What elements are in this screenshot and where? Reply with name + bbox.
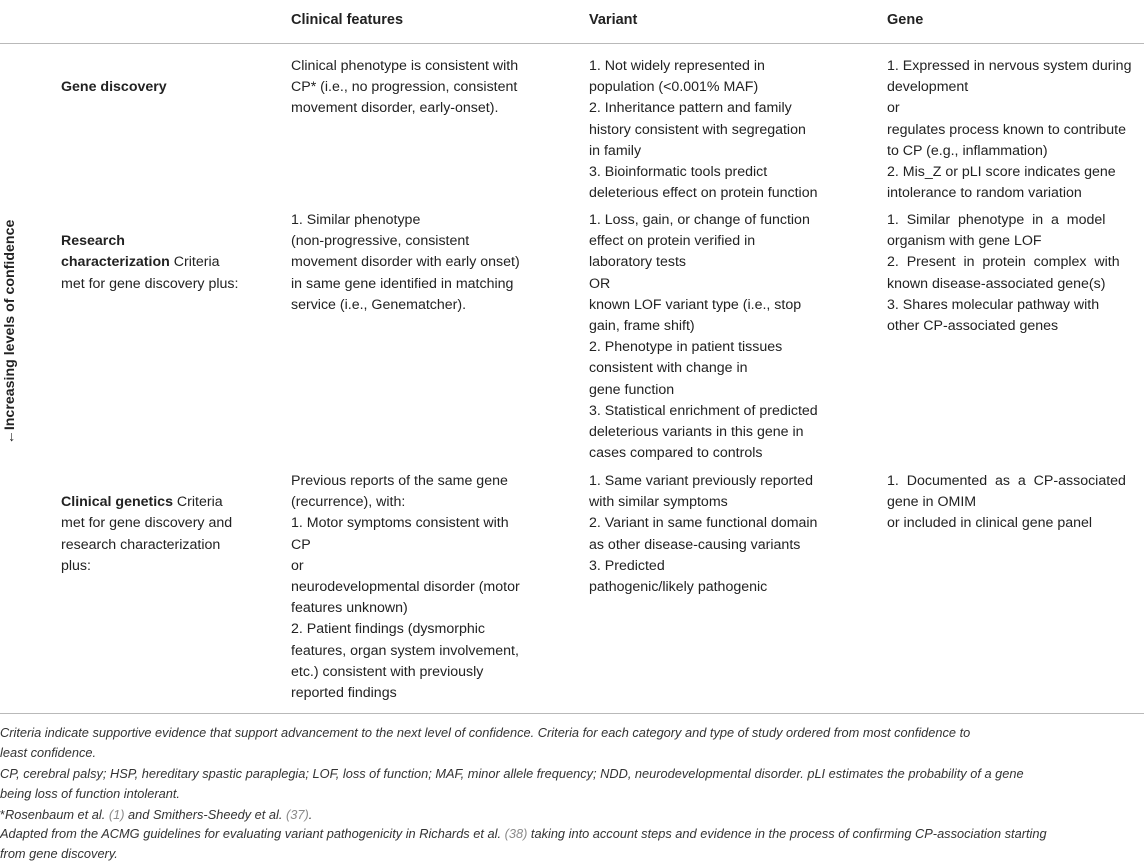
cell-variant-gene-discovery: 1. Not widely represented in population (<0.001% MAF) 2. Inheritance pattern and family history consistent with segregation in family 3. Bioinformatic tools predict deleterious effect on protein function [589,58,818,202]
table-bottom-divider [0,713,1144,714]
row-title-rest: Criteria met for gene discovery and research characterization plus: [61,494,233,574]
row-title-bold: Gene discovery [61,79,167,96]
cell-clinical-clinical-genetics: Previous reports of the same gene (recurrence), with: 1. Motor symptoms consistent with CP or neurodevelopmental disorder (motor features unknown) 2. Patient findings (dysmorphic features, organ system involvement, etc.) consistent with previously reported findings [291,473,520,702]
header-divider [0,43,1144,44]
cell-gene-clinical-genetics: 1. Documented as a CP-associated gene in OMIM or included in clinical gene panel [887,473,1126,532]
footnote-text: Adapted from the ACMG guidelines for evaluating variant pathogenicity in Richards et al. [0,826,505,841]
footnote-references [0,805,1144,825]
citation-link[interactable]: (37) [285,807,309,822]
citation-link[interactable]: (1) [108,807,125,822]
footnote-abbreviations: CP, cerebral palsy; HSP, hereditary spastic paraplegia; LOF, loss of function; MAF, minor allele frequency; NDD, neurodevelopmental disorder. pLI estimates the probability of a gene being loss of function intolerant. [0,766,1024,801]
header-variant: Variant [589,12,638,28]
cell-variant-clinical-genetics: 1. Same variant previously reported with similar symptoms 2. Variant in same functional domain as other disease-causing variants 3. Predicted pathogenic/likely pathogenic [589,473,818,596]
citation-link[interactable]: (38) [504,826,528,841]
confidence-axis-label: ←Increasing levels of confidence [2,219,18,445]
footnote-text: . [308,807,313,822]
footnote-text: and Smithers-Sheedy et al. [124,807,286,822]
row-title-bold: Clinical genetics [61,494,173,511]
row-title-gene-discovery [61,56,261,98]
header-gene: Gene [887,12,924,28]
footnote-text: taking into account steps and evidence in the process of confirming CP-association starting from gene discovery. [0,826,1047,861]
footnote-text: Rosenbaum et al. [4,807,109,822]
footnote-asterisk: * [0,807,5,822]
cell-clinical-research-characterization: 1. Similar phenotype (non-progressive, consistent movement disorder with early onset) in same gene identified in matching service (i.e., Genematcher). [291,212,520,313]
row-title-research-characterization [61,210,271,295]
header-clinical-features: Clinical features [291,12,404,28]
row-title-bold: Research characterization [61,233,170,271]
cell-gene-gene-discovery: 1. Expressed in nervous system during development or regulates process known to contribute to CP (e.g., inflammation) 2. Mis_Z or pLI score indicates gene intolerance to random variation [887,58,1132,202]
cell-clinical-gene-discovery: Clinical phenotype is consistent with CP* (i.e., no progression, consistent movement disorder, early-onset). [291,58,519,117]
row-title-clinical-genetics [61,471,271,577]
cell-variant-research-characterization: 1. Loss, gain, or change of function effect on protein verified in laboratory tests OR known LOF variant type (i.e., stop gain, frame shift) 2. Phenotype in patient tissues consistent with change in gene function 3. Statistical enrichment of predicted deleterious variants in this gene in cases compared to controls [589,212,818,462]
row-title-rest: Criteria met for gene discovery plus: [61,254,239,292]
footnote-adapted [0,824,1144,864]
footnote-criteria: Criteria indicate supportive evidence that support advancement to the next level of confidence. Criteria for each category and type of study ordered from most confidence to least confidence. [0,725,971,760]
cell-gene-research-characterization: 1. Similar phenotype in a model organism with gene LOF 2. Present in protein complex with known disease-associated gene(s) 3. Shares molecular pathway with other CP-associated genes [887,212,1120,335]
